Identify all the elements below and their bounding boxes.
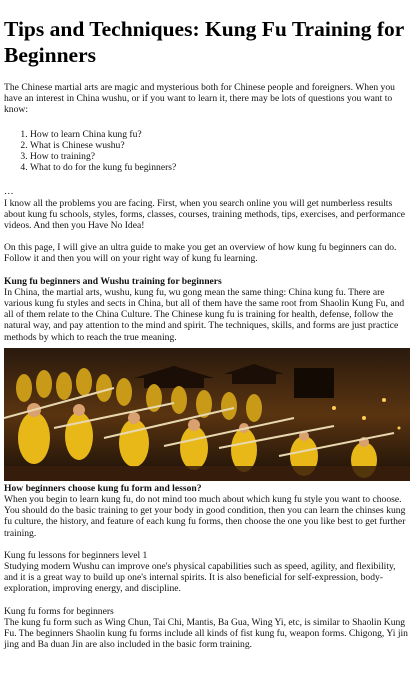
section-heading-forms: Kung fu forms for beginners [4,605,114,617]
page-title: Tips and Techniques: Kung Fu Training for Beginners [4,17,404,67]
section-heading-choose: How beginners choose kung fu form and lesson? [4,482,202,494]
kung-fu-training-photo [4,348,410,481]
list-item: 3. How to training? [30,151,410,162]
ellipsis-text: … [4,186,14,198]
section-body-choose: When you begin to learn kung fu, do not mind too much about which kung fu style you want to choose. You should do the basic training to get your body in good condition, then you can learn the chinses kung fu culture, the history, and feature of each kung fu forms, then choose the one you like best to get further training. [4,494,406,539]
section-body-lessons: Studying modern Wushu can improve one's physical capabilities such as speed, agility, and flexibility, and it is a great way to build up one's internal spirits. It is also beneficial for self-expression, body-exploration, improving energy, and discipline. [4,561,396,595]
section-body-beginners: In China, the martial arts, wushu, kung fu, wu gong mean the same thing: China kung fu. There are various kung fu styles and sects in China, but all of them have the same root from Shaolin Kung Fu, and all of them relate to the China Culture. The Chinese kung fu is training for health, defense, follow the natural way, and pay attention to the mind and spirit. The techniques, skills, and forms are just practice methods by which to reach the true meaning. [4,286,405,343]
guide-paragraph: On this page, I will give an ultra guide to make you get an overview of how kung fu beginners can do. Follow it and then you will on your right way of kung fu learning. [4,242,397,265]
list-item: 4. What to do for the kung fu beginners? [30,162,410,173]
section-body-forms: The kung fu form such as Wing Chun, Tai Chi, Mantis, Ba Gua, Wing Yi, etc, is similar to Shaolin Kung Fu. The beginners Shaolin kung fu forms include all kinds of fist kung fu, weapon forms. Chigong, Yi jin jing and Ba duan Jin are also included in the basic form training. [4,616,408,651]
list-item: 1. How to learn China kung fu? [30,129,410,140]
list-item: 2. What is Chinese wushu? [30,140,410,151]
questions-list [4,129,410,174]
problems-paragraph: I know all the problems you are facing. First, when you search online you will get numberless results about kung fu schools, styles, forms, classes, courses, training methods, tips, exercises, and performance videos. And then you Have No Idea! [4,197,405,232]
section-heading-beginners: Kung fu beginners and Wushu training for beginners [4,275,222,287]
section-heading-lessons: Kung fu lessons for beginners level 1 [4,549,148,561]
intro-paragraph: The Chinese martial arts are magic and mysterious both for Chinese people and foreigners. When you have an interest in China wushu, or if you want to learn it, there may be lots of questions you want to know: [4,82,395,116]
